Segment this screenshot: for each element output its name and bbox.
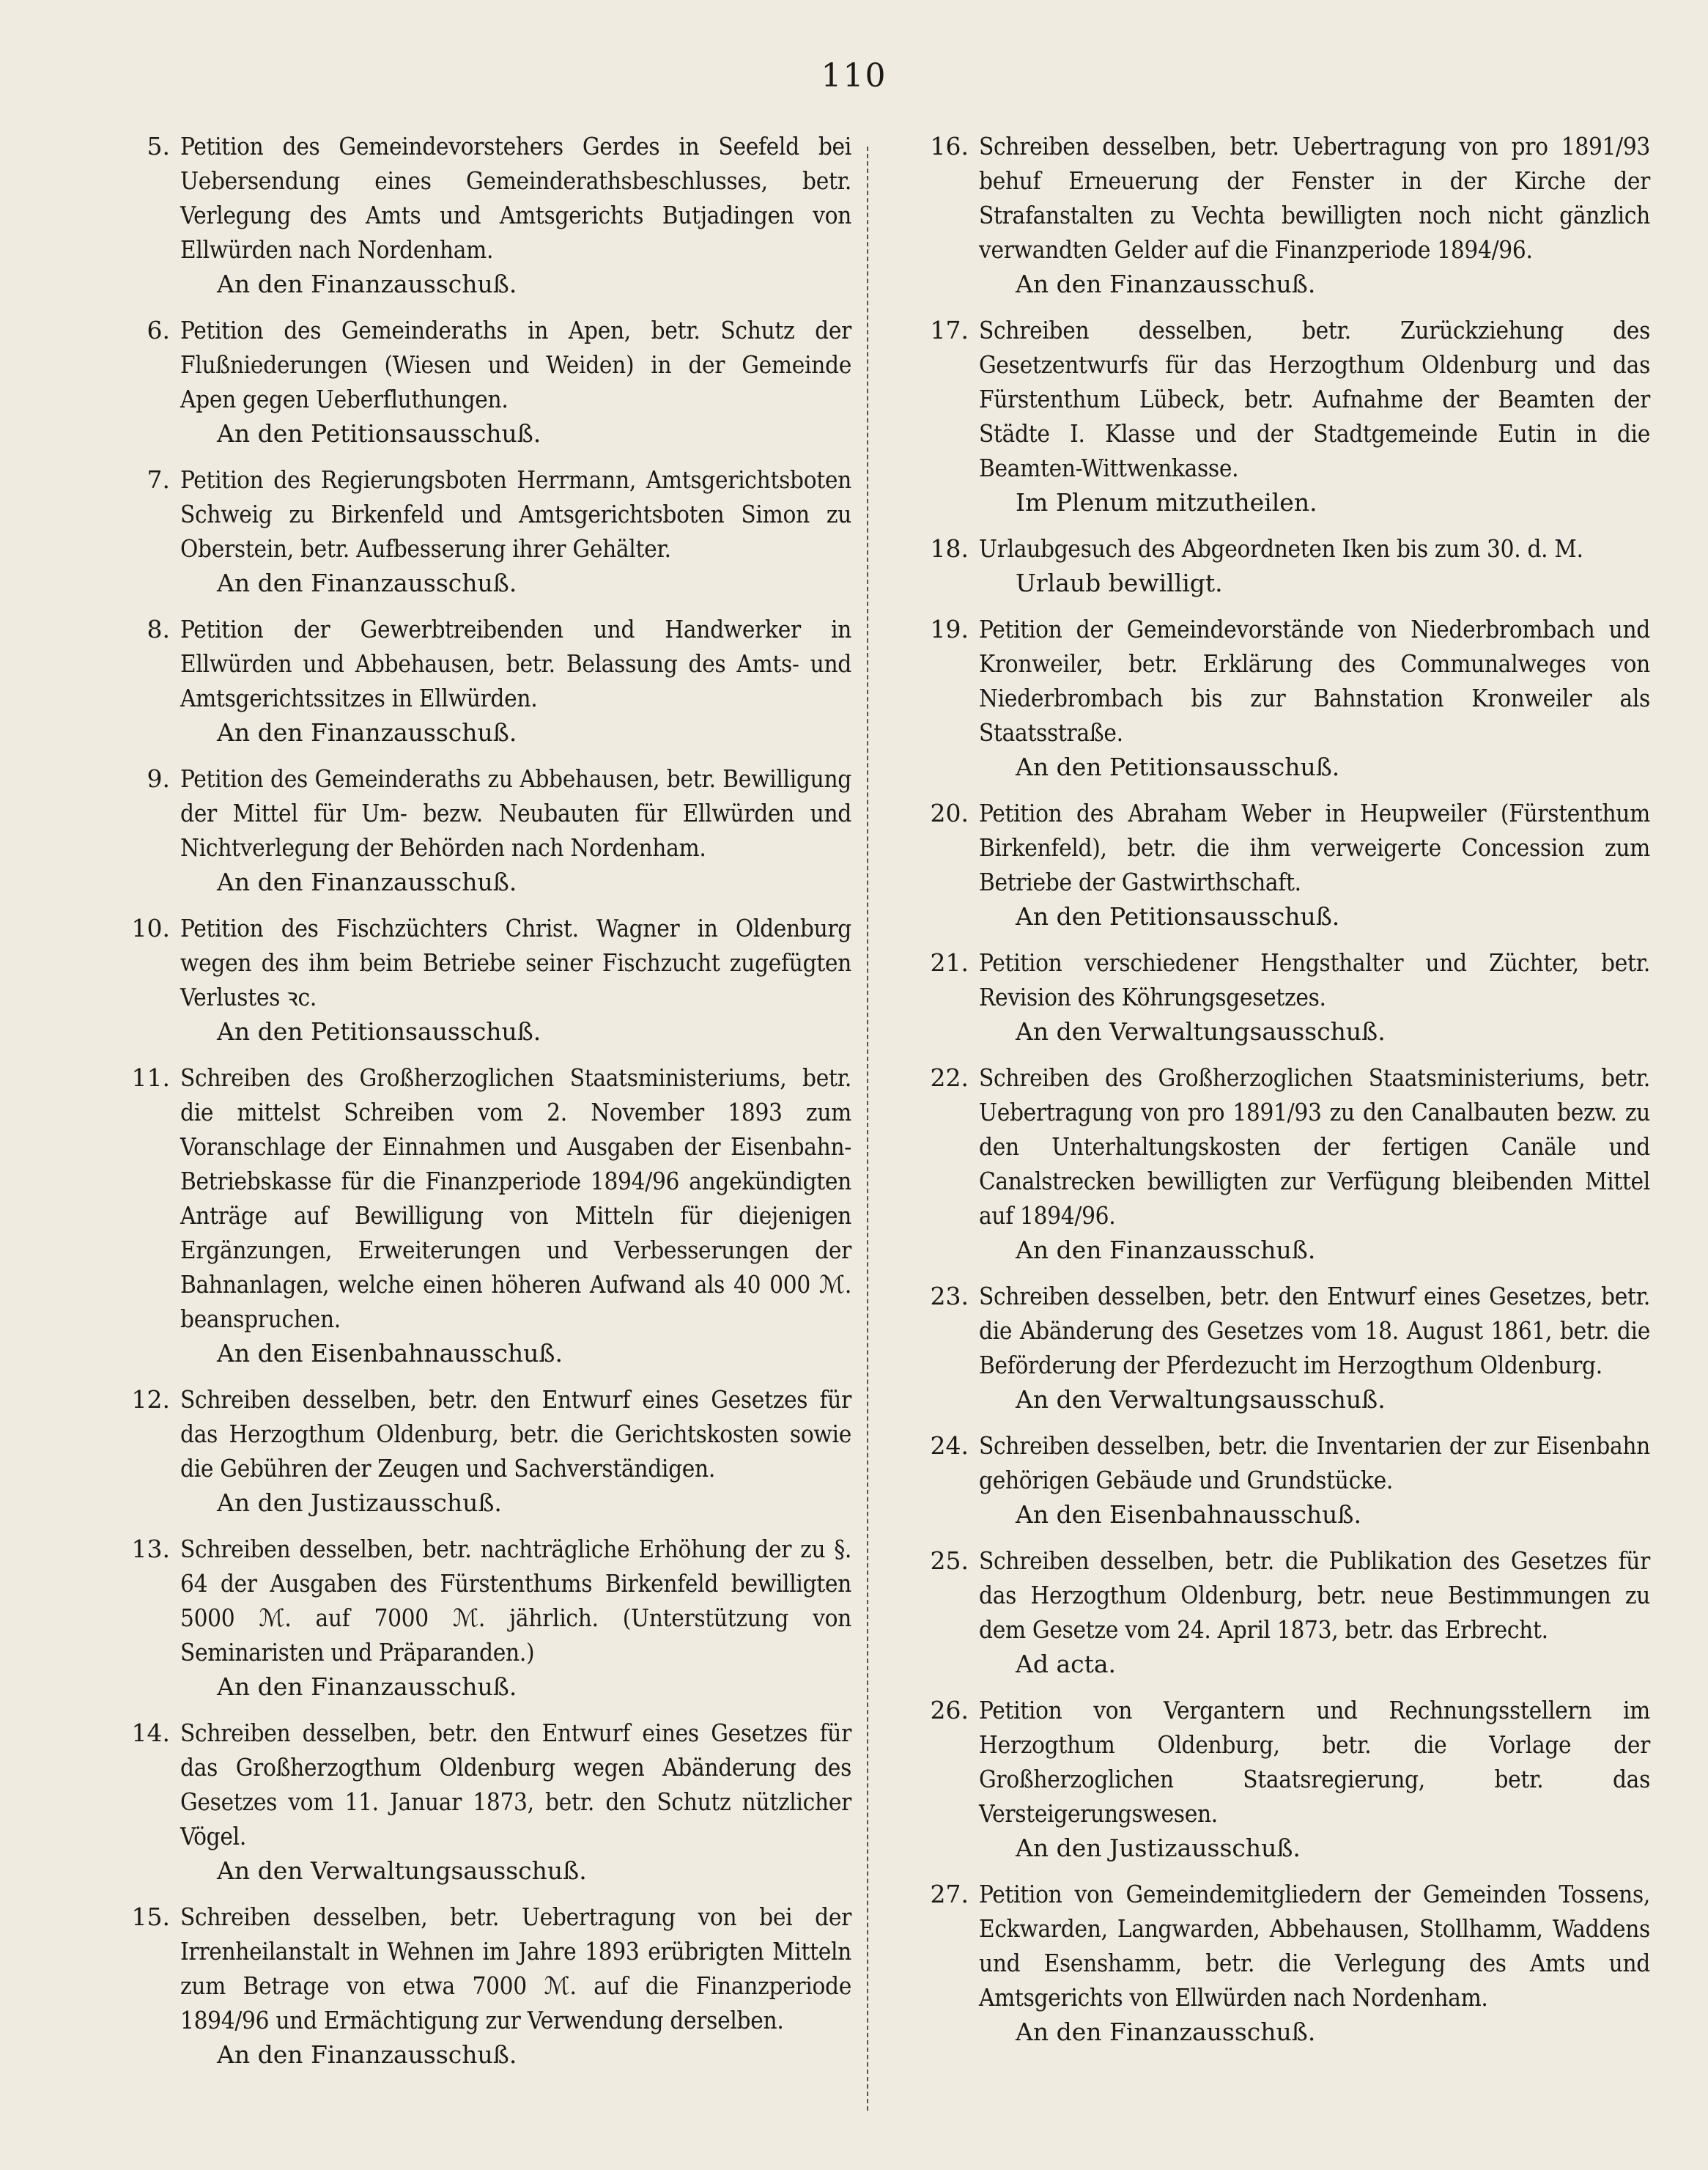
list-item xyxy=(903,313,1650,520)
list-item xyxy=(903,1060,1650,1267)
item-number: 8. xyxy=(147,615,170,643)
item-disposition: An den Finanzausschuß. xyxy=(1016,1236,1316,1264)
item-text: Petition des Abraham Weber in Heupweiler (Fürstenthum Birkenfeld), betr. die ihm verweigerte Concession zum Betriebe der Gastwirthschaft. xyxy=(979,799,1650,896)
item-disposition: An den Verwaltungsausschuß. xyxy=(217,1856,587,1885)
list-item xyxy=(104,462,851,600)
item-text: Schreiben desselben, betr. Zurückziehung des Gesetzentwurfs für das Herzogthum Oldenburg und das Fürstenthum Lübeck, betr. Aufnahme der Beamten der Städte I. Klasse und der Stadtgemeinde Eutin in die Beamten-Wittwenkasse. xyxy=(979,316,1650,482)
list-item xyxy=(104,313,851,451)
list-item xyxy=(903,1428,1650,1532)
item-text: Petition des Gemeindevorstehers Gerdes in Seefeld bei Uebersendung eines Gemeinderathsbeschlusses, betr. Verlegung des Amts und Amtsgerichts Butjadingen von Ellwürden nach Nordenham. xyxy=(180,132,851,264)
item-text: Petition des Gemeinderaths zu Abbehausen, betr. Bewilligung der Mittel für Um- bezw. Neubauten für Ellwürden und Nichtverlegung der Behörden nach Nordenham. xyxy=(180,764,851,862)
item-disposition: Urlaub bewilligt. xyxy=(1016,569,1223,597)
item-disposition: An den Finanzausschuß. xyxy=(217,569,517,597)
item-number: 7. xyxy=(147,465,170,494)
item-disposition: Ad acta. xyxy=(1016,1650,1117,1678)
list-item xyxy=(903,129,1650,301)
item-number: 22. xyxy=(930,1063,969,1092)
item-number: 5. xyxy=(147,132,170,160)
item-disposition: An den Petitionsausschuß. xyxy=(1016,902,1340,931)
item-number: 21. xyxy=(930,948,969,977)
item-text: Petition der Gemeindevorstände von Niederbrombach und Kronweiler, betr. Erklärung des Communalweges von Niederbrombach bis zur Bahnstation Kronweiler als Staatsstraße. xyxy=(979,615,1650,747)
list-item xyxy=(903,1877,1650,2049)
item-number: 17. xyxy=(930,316,969,344)
item-disposition: An den Finanzausschuß. xyxy=(217,2040,517,2069)
item-number: 14. xyxy=(131,1719,170,1747)
item-disposition: An den Eisenbahnausschuß. xyxy=(217,1339,563,1368)
left-column xyxy=(104,129,851,2084)
item-text: Petition des Fischzüchters Christ. Wagner in Oldenburg wegen des ihm beim Betriebe seiner Fischzucht zugefügten Verlustes ꝛc. xyxy=(180,914,851,1011)
item-number: 19. xyxy=(930,615,969,643)
item-text: Schreiben des Großherzoglichen Staatsministeriums, betr. Uebertragung von pro 1891/93 zu den Canalbauten bezw. zu den Unterhaltungskosten der fertigen Canäle und Canalstrecken bewilligten zur Verfügung bleibenden Mittel auf 1894/96. xyxy=(979,1063,1650,1230)
item-number: 24. xyxy=(930,1431,969,1460)
item-text: Schreiben desselben, betr. die Publikation des Gesetzes für das Herzogthum Oldenburg, betr. neue Bestimmungen zu dem Gesetze vom 24. April 1873, betr. das Erbrecht. xyxy=(979,1546,1650,1644)
item-disposition: An den Verwaltungsausschuß. xyxy=(1016,1017,1386,1046)
item-text: Schreiben desselben, betr. Uebertragung von bei der Irrenheilanstalt in Wehnen im Jahre 1893 erübrigten Mitteln zum Betrage von etwa 7000 ℳ. auf die Finanzperiode 1894/96 und Ermächtigung zur Verwendung derselben. xyxy=(180,1903,851,2034)
item-text: Schreiben desselben, betr. Uebertragung von pro 1891/93 behuf Erneuerung der Fenster in der Kirche der Strafanstalten zu Vechta bewilligten noch nicht gänzlich verwandten Gelder auf die Finanzperiode 1894/96. xyxy=(979,132,1650,264)
item-text: Petition von Vergantern und Rechnungsstellern im Herzogthum Oldenburg, betr. die Vorlage der Großherzoglichen Staatsregierung, betr. das Versteigerungswesen. xyxy=(979,1696,1650,1828)
list-item xyxy=(903,531,1650,600)
item-disposition: An den Justizausschuß. xyxy=(1016,1834,1301,1862)
item-text: Petition des Gemeinderaths in Apen, betr. Schutz der Flußniederungen (Wiesen und Weiden) in der Gemeinde Apen gegen Ueberfluthungen. xyxy=(180,316,851,413)
list-item xyxy=(903,612,1650,784)
item-text: Schreiben desselben, betr. den Entwurf eines Gesetzes für das Großherzogthum Oldenburg wegen Abänderung des Gesetzes vom 11. Januar 1873, betr. den Schutz nützlicher Vögel. xyxy=(180,1719,851,1850)
item-text: Schreiben desselben, betr. den Entwurf eines Gesetzes, betr. die Abänderung des Gesetzes vom 18. August 1861, betr. die Beförderung der Pferdezucht im Herzogthum Oldenburg. xyxy=(979,1282,1650,1379)
item-disposition: An den Finanzausschuß. xyxy=(1016,2018,1316,2046)
item-number: 26. xyxy=(930,1696,969,1724)
list-item xyxy=(104,1382,851,1520)
item-number: 20. xyxy=(930,799,969,827)
item-text: Schreiben desselben, betr. die Inventarien der zur Eisenbahn gehörigen Gebäude und Grundstücke. xyxy=(979,1431,1650,1494)
item-number: 6. xyxy=(147,316,170,344)
item-disposition: An den Finanzausschuß. xyxy=(1016,270,1316,298)
item-number: 25. xyxy=(930,1546,969,1575)
list-item xyxy=(104,1060,851,1370)
item-text: Schreiben desselben, betr. nachträgliche Erhöhung der zu §. 64 der Ausgaben des Fürstenthums Birkenfeld bewilligten 5000 ℳ. auf 7000 ℳ. jährlich. (Unterstützung von Seminaristen und Präparanden.) xyxy=(180,1535,851,1667)
item-text: Schreiben desselben, betr. den Entwurf eines Gesetzes für das Herzogthum Oldenburg, betr. die Gerichtskosten sowie die Gebühren der Zeugen und Sachverständigen. xyxy=(180,1385,851,1483)
item-disposition: An den Petitionsausschuß. xyxy=(1016,753,1340,781)
item-number: 18. xyxy=(930,534,969,563)
list-item xyxy=(104,911,851,1049)
list-item xyxy=(903,1279,1650,1417)
right-column xyxy=(903,129,1650,2061)
item-number: 10. xyxy=(131,914,170,942)
column-divider xyxy=(867,147,868,2111)
item-number: 16. xyxy=(930,132,969,160)
item-number: 15. xyxy=(131,1903,170,1931)
list-item xyxy=(903,945,1650,1049)
item-text: Petition von Gemeindemitgliedern der Gemeinden Tossens, Eckwarden, Langwarden, Abbehausen, Stollhamm, Waddens und Esenshamm, betr. die Verlegung des Amts und Amtsgerichts von Ellwürden nach Nordenham. xyxy=(979,1880,1650,2012)
list-item xyxy=(104,1900,851,2072)
item-number: 23. xyxy=(930,1282,969,1310)
list-item xyxy=(903,1693,1650,1865)
item-disposition: An den Verwaltungsausschuß. xyxy=(1016,1385,1386,1414)
list-item xyxy=(104,1716,851,1888)
item-disposition: An den Finanzausschuß. xyxy=(217,1672,517,1701)
item-disposition: Im Plenum mitzutheilen. xyxy=(1016,488,1317,517)
list-item xyxy=(903,1543,1650,1681)
item-number: 12. xyxy=(131,1385,170,1414)
item-text: Petition verschiedener Hengsthalter und Züchter, betr. Revision des Köhrungsgesetzes. xyxy=(979,948,1650,1011)
list-item xyxy=(104,761,851,899)
page-number: 110 xyxy=(821,57,887,95)
item-disposition: An den Finanzausschuß. xyxy=(217,270,517,298)
item-text: Petition der Gewerbtreibenden und Handwerker in Ellwürden und Abbehausen, betr. Belassung des Amts- und Amtsgerichtssitzes in Ellwürden. xyxy=(180,615,851,712)
item-text: Petition des Regierungsboten Herrmann, Amtsgerichtsboten Schweig zu Birkenfeld und Amtsgerichtsboten Simon zu Oberstein, betr. Aufbesserung ihrer Gehälter. xyxy=(180,465,851,563)
item-disposition: An den Finanzausschuß. xyxy=(217,718,517,747)
list-item xyxy=(104,612,851,750)
item-number: 11. xyxy=(131,1063,170,1092)
list-item xyxy=(104,1532,851,1704)
item-text: Urlaubgesuch des Abgeordneten Iken bis zum 30. d. M. xyxy=(979,534,1583,563)
item-disposition: An den Petitionsausschuß. xyxy=(217,419,541,448)
list-item xyxy=(104,129,851,301)
item-number: 9. xyxy=(147,764,170,793)
item-number: 13. xyxy=(131,1535,170,1563)
list-item xyxy=(903,796,1650,934)
item-number: 27. xyxy=(930,1880,969,1908)
item-disposition: An den Justizausschuß. xyxy=(217,1488,502,1517)
item-text: Schreiben des Großherzoglichen Staatsministeriums, betr. die mittelst Schreiben vom 2. November 1893 zum Voranschlage der Einnahmen und Ausgaben der Eisenbahn-Betriebskasse für die Finanzperiode 1894/96 angekündigten Anträge auf Bewilligung von Mitteln für diejenigen Ergänzungen, Erweiterungen und Verbesserungen der Bahnanlagen, welche einen höheren Aufwand als 40 000 ℳ. beanspruchen. xyxy=(180,1063,851,1333)
item-disposition: An den Eisenbahnausschuß. xyxy=(1016,1500,1361,1529)
item-disposition: An den Petitionsausschuß. xyxy=(217,1017,541,1046)
item-disposition: An den Finanzausschuß. xyxy=(217,868,517,896)
